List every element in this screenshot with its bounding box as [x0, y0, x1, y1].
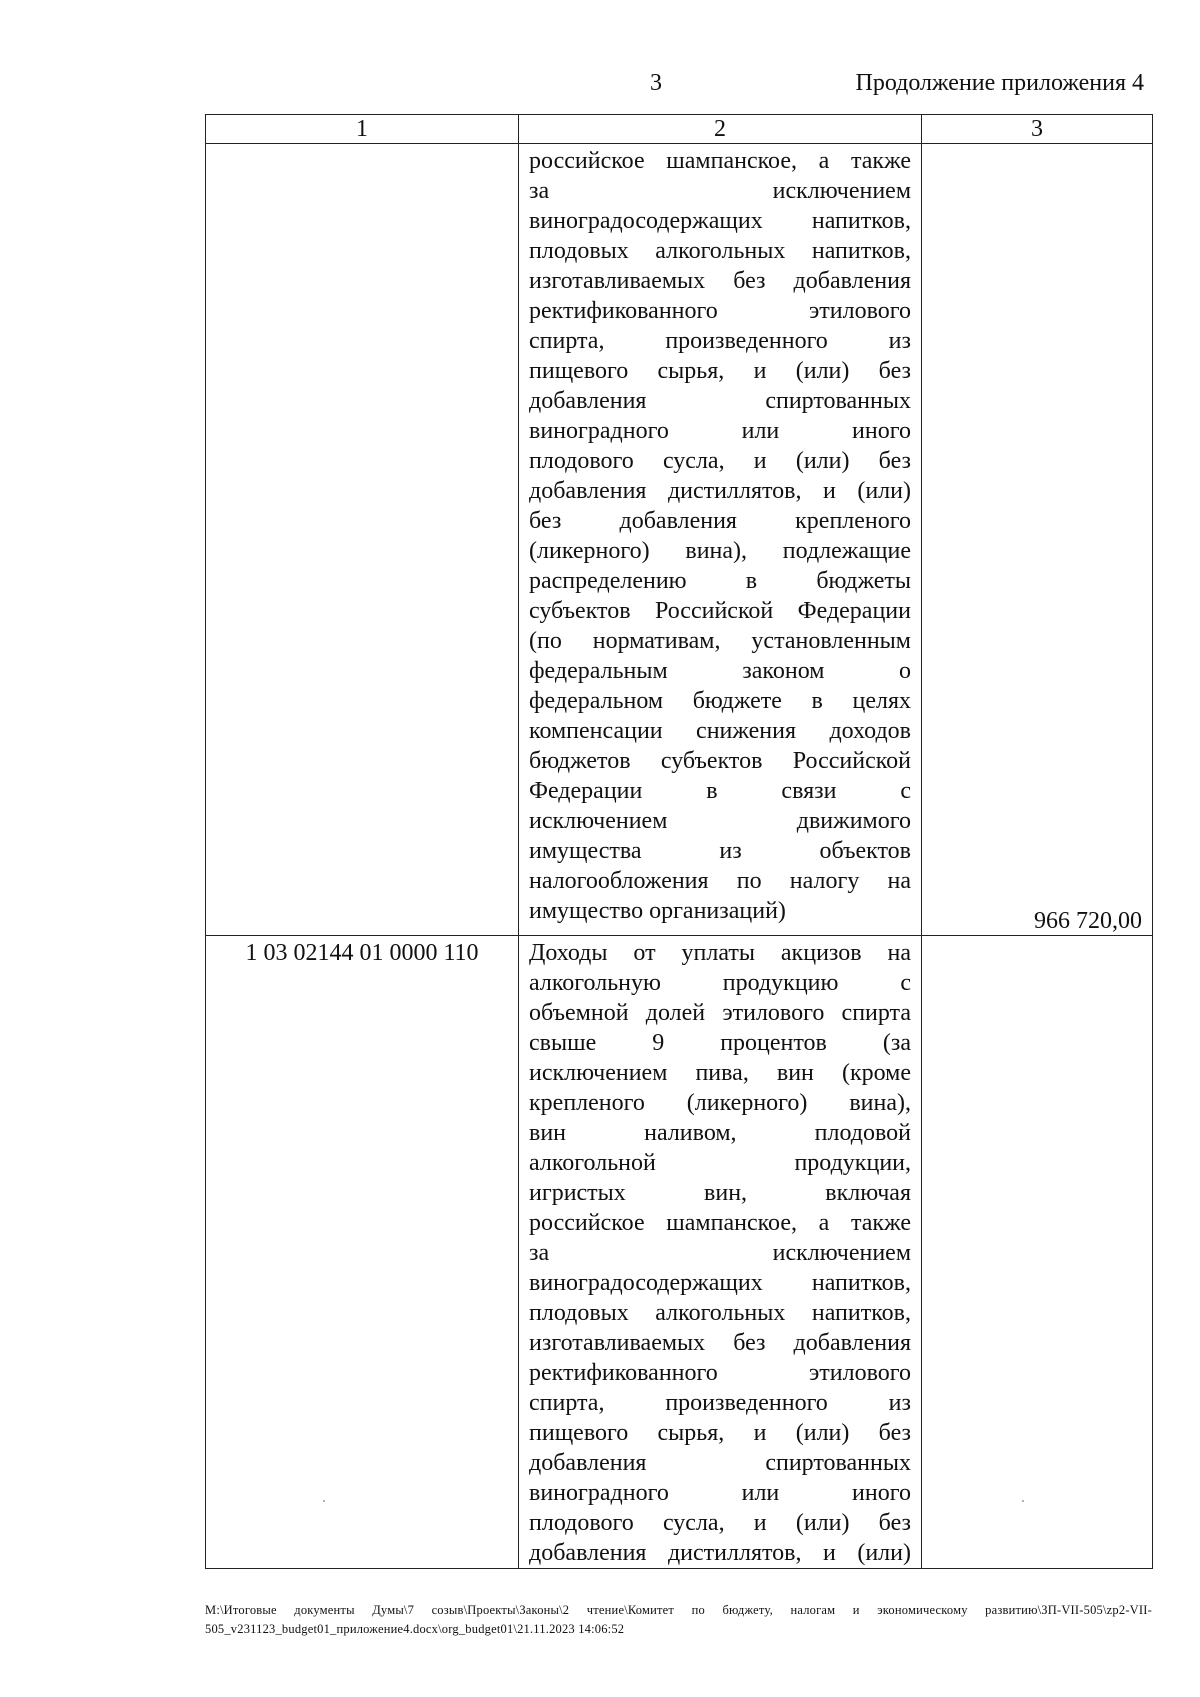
budget-table [205, 114, 1153, 1569]
description-line: российское шампанское, а также [529, 1210, 911, 1236]
description-line: ректификованного этилового [529, 298, 911, 324]
page-number: 3 [650, 70, 662, 96]
description-line: налогообложения по налогу на [529, 868, 911, 894]
table-row [206, 144, 1153, 936]
column-header-3: 3 [922, 115, 1153, 144]
description-line: спирта, произведенного из [529, 328, 911, 354]
description-line: ректификованного этилового [529, 1360, 911, 1386]
description-line: (ликерного) вина), подлежащие [529, 538, 911, 564]
description-line: алкогольной продукции, [529, 1150, 911, 1176]
description-line: изготавливаемых без добавления [529, 1330, 911, 1356]
description-line: исключением движимого [529, 808, 911, 834]
description-line: добавления дистиллятов, и (или) [529, 478, 911, 504]
description-line: распределению в бюджеты [529, 568, 911, 594]
description-line: федеральном бюджете в целях [529, 688, 911, 714]
description-line: добавления спиртованных [529, 388, 911, 414]
description-line: субъектов Российской Федерации [529, 598, 911, 624]
scan-speck [1022, 1500, 1024, 1502]
description-line: спирта, произведенного из [529, 1390, 911, 1416]
column-header-2: 2 [519, 115, 922, 144]
description-line: виноградосодержащих напитков, [529, 208, 911, 234]
row-code [206, 144, 519, 936]
description-line: Доходы от уплаты акцизов на [529, 940, 911, 966]
description-line: имущество организаций) [529, 898, 786, 924]
description-line: федеральным законом о [529, 658, 911, 684]
continuation-title: Продолжение приложения 4 [855, 70, 1144, 96]
description-line: добавления спиртованных [529, 1450, 911, 1476]
row-amount [922, 936, 1153, 1569]
description-line: крепленого (ликерного) вина), [529, 1090, 911, 1116]
row-amount: 966 720,00 [922, 144, 1153, 936]
description-line: без добавления крепленого [529, 508, 911, 534]
scan-speck [323, 1500, 325, 1502]
row-code: 1 03 02144 01 0000 110 [206, 936, 519, 1569]
description-line: плодового сусла, и (или) без [529, 1510, 911, 1536]
description-line: изготавливаемых без добавления [529, 268, 911, 294]
table-header-row [206, 115, 1153, 144]
description-line: игристых вин, включая [529, 1180, 911, 1206]
description-line: плодовых алкогольных напитков, [529, 238, 911, 264]
row-description [519, 144, 922, 936]
description-line: пищевого сырья, и (или) без [529, 358, 911, 384]
description-line: за исключением [529, 178, 911, 204]
description-line: за исключением [529, 1240, 911, 1266]
description-line: плодовых алкогольных напитков, [529, 1300, 911, 1326]
description-line: (по нормативам, установленным [529, 628, 911, 654]
description-line: компенсации снижения доходов [529, 718, 911, 744]
description-line: виноградного или иного [529, 418, 911, 444]
description-line: виноградосодержащих напитков, [529, 1270, 911, 1296]
description-line: Федерации в связи с [529, 778, 911, 804]
description-line: российское шампанское, а также [529, 148, 911, 174]
description-line: вин наливом, плодовой [529, 1120, 911, 1146]
footer-file-path: M:\Итоговые документы Думы\7 созыв\Проекты\Законы\2 чтение\Комитет по бюджету, налогам и экономическому развитию\ЗП-VII-505\zp2-VII-505_v231123_budget01_приложение4.docx\org_budget01\21.11.2023 14:06:52 [205, 1603, 1152, 1636]
description-line: алкогольную продукцию с [529, 970, 911, 996]
description-line: исключением пива, вин (кроме [529, 1060, 911, 1086]
column-header-1: 1 [206, 115, 519, 144]
description-line: виноградного или иного [529, 1480, 911, 1506]
row-description [519, 936, 922, 1569]
description-line: пищевого сырья, и (или) без [529, 1420, 911, 1446]
description-line: добавления дистиллятов, и (или) [529, 1540, 911, 1566]
description-line: имущества из объектов [529, 838, 911, 864]
description-line: объемной долей этилового спирта [529, 1000, 911, 1026]
description-line: плодового сусла, и (или) без [529, 448, 911, 474]
description-line: бюджетов субъектов Российской [529, 748, 911, 774]
table-row [206, 936, 1153, 1569]
description-line: свыше 9 процентов (за [529, 1030, 911, 1056]
